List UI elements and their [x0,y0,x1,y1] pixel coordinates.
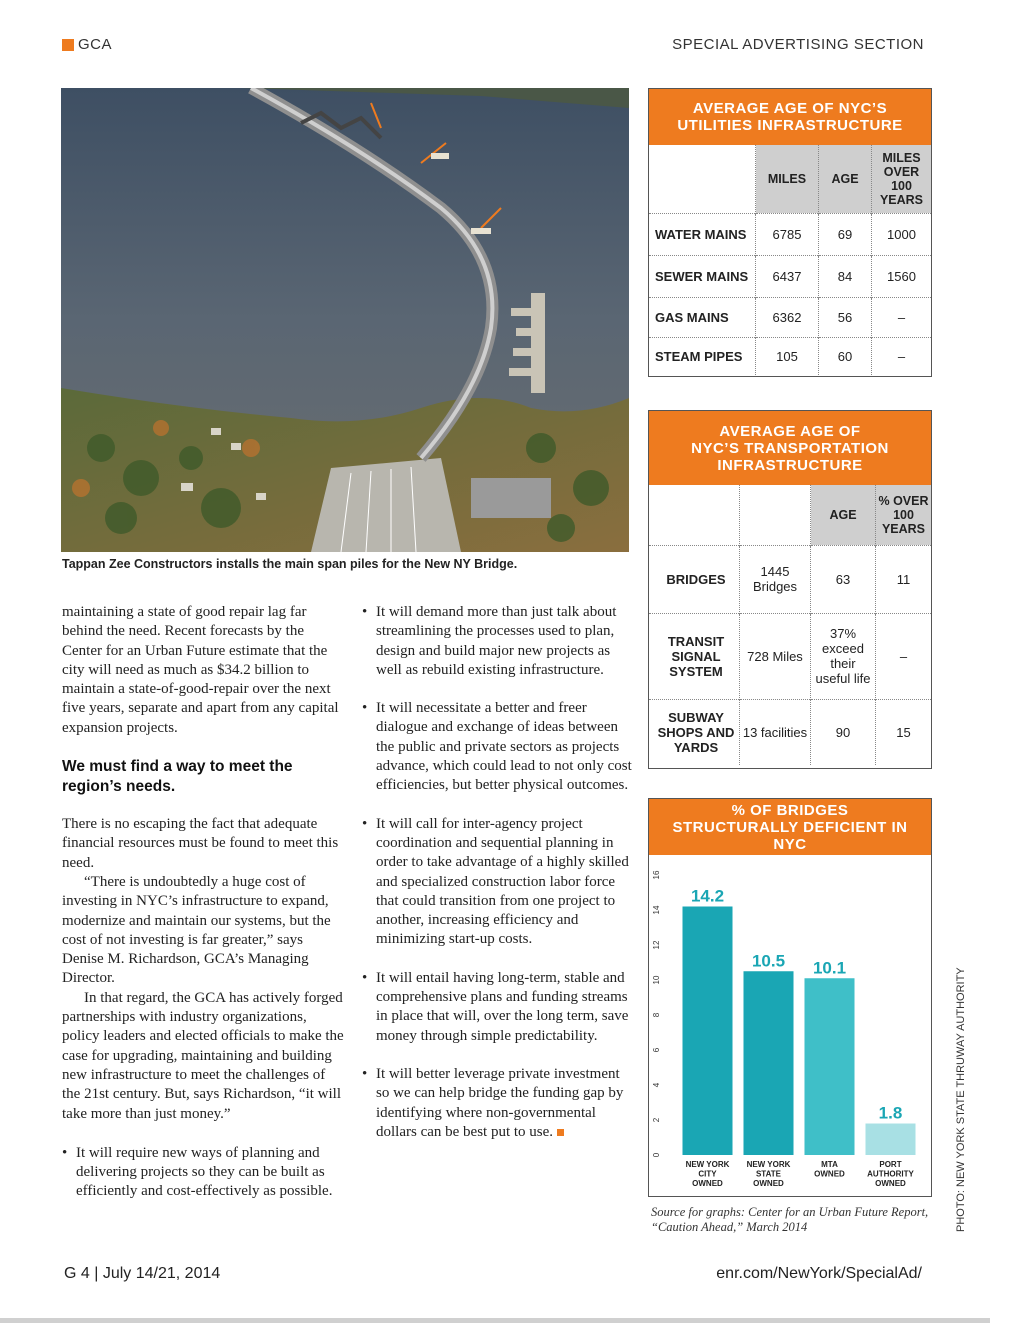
row-label: BRIDGES [666,571,726,587]
photo-credit: PHOTO: NEW YORK STATE THRUWAY AUTHORITY [955,967,967,1232]
table-row [649,337,931,375]
table-row [649,545,931,613]
subheading: We must find a way to meet the region’s needs. [62,758,293,795]
row-label: STEAM PIPES [655,348,743,364]
transportation-table-title [649,411,931,485]
photo-caption: Tappan Zee Constructors installs the main span piles for the New NY Bridge. [62,557,518,571]
table-row [649,699,931,765]
title-line: AVERAGE AGE OF [719,422,861,440]
bridge-photo [61,88,629,552]
utilities-data-table [649,145,931,375]
cell-age: 63 [811,545,876,613]
row-label: TRANSIT SIGNAL SYSTEM [667,633,725,679]
article-column-1 [62,603,347,1202]
row-label: SEWER MAINS [655,268,749,284]
title-line: AVERAGE AGE OF NYC’S [692,100,888,117]
bar [804,978,854,1155]
cell-age: 69 [819,213,872,255]
cell-over: 15 [876,699,932,765]
brand-logo [62,36,112,53]
cell-miles: 6437 [756,255,819,297]
paragraph: maintaining a state of good repair lag far behind the need. Recent forecasts by the Center for an Urban Future estimate that the city will need as much as $34.2 billion to maintain a state-of-good-repair over the next five years, separate and apart from any capital expansion projects. [62,604,339,736]
y-tick-label: 8 [652,1012,661,1018]
table-row [649,255,931,297]
y-tick-label: 0 [652,1152,661,1158]
cell-miles: 6362 [756,297,819,337]
empty-header [649,145,756,213]
chart-title: % OF BRIDGES STRUCTURALLY DEFICIENT IN NYC [649,799,931,855]
bullet-text: It will better leverage private investment so we can help bridge the funding gap by identifying where non-governmental dollars can be best put to use. [376,1065,624,1140]
column-header: MILES [756,145,819,213]
empty-header [740,485,811,545]
category-label: PORT AUTHORITY OWNED [867,1160,914,1188]
data-label: 1.8 [878,1103,903,1123]
column-header: MILES OVER 100 YEARS [872,145,932,213]
bar [865,1124,915,1156]
table-row [649,213,931,255]
cell-quantity: 1445 Bridges [740,545,811,613]
bullet-item: • It will call for inter-agency project coordination and sequential planning in order to take advantage of a highly skilled and specialized construction labor force that could transition from one project to another, increasing efficiency and minimizing start-up costs. [362,815,632,950]
column-header: AGE [811,485,876,545]
cell-over: – [876,613,932,699]
brand-name: GCA [78,36,113,53]
cell-age: 90 [811,699,876,765]
footer-url: enr.com/NewYork/SpecialAd/ [716,1265,922,1282]
table-header-row [649,145,931,213]
bullet-item [362,1065,632,1142]
title-line: NYC’S TRANSPORTATION [691,439,889,457]
page-folio: G 4 | July 14/21, 2014 [64,1265,221,1282]
source-note: Source for graphs: Center for an Urban Future Report, “Caution Ahead,” March 2014 [651,1205,929,1234]
bullet-item: • It will entail having long-term, stable and comprehensive plans and funding streams in place that will, over the long term, save money through simple predictability. [362,969,632,1046]
bottom-rule [0,1318,990,1323]
cell-over: 1000 [872,213,932,255]
cell-miles: 6785 [756,213,819,255]
bar-chart [649,855,931,1195]
category-label: MTA OWNED [814,1160,845,1179]
row-label: WATER MAINS [655,226,747,242]
section-label: SPECIAL ADVERTISING SECTION [672,36,924,53]
paragraph: There is no escaping the fact that adequate financial resources must be found to meet this need. [62,816,339,871]
cell-age: 56 [819,297,872,337]
y-tick-label: 10 [652,975,661,985]
column-header: AGE [819,145,872,213]
empty-header [649,485,740,545]
cell-over: 11 [876,545,932,613]
bullet-item: • It will require new ways of planning and delivering projects so they can be built as efficiently and cost-effectively as possible. [62,1144,347,1202]
data-label: 14.2 [690,886,725,906]
article-column-2 [362,603,632,1142]
paragraph: In that regard, the GCA has actively forged partnerships with industry organizations, policy leaders and elected officials to make the case for upgrading, maintaining and building new infrastructure to meet the challenges of the 21st century. But, says Richardson, “it will take more than just money.” [62,989,344,1122]
cell-quantity: 13 facilities [740,699,811,765]
data-label: 10.5 [751,951,786,971]
end-mark-icon [557,1129,564,1136]
y-tick-label: 12 [652,940,661,950]
bar [743,971,793,1155]
data-label: 10.1 [812,958,847,978]
y-tick-label: 16 [652,870,661,880]
bar [682,907,732,1156]
column-header: % OVER 100 YEARS [876,485,932,545]
cell-age: 84 [819,255,872,297]
table-row [649,613,931,699]
y-tick-label: 6 [652,1047,661,1053]
title-line: UTILITIES INFRASTRUCTURE [677,117,903,134]
utilities-table [648,88,932,377]
cell-over: 1560 [872,255,932,297]
bullet-item: • It will demand more than just talk about streamlining the processes used to plan, design and build major new projects as well as rebuild existing infrastructure. [362,603,632,680]
cell-over: – [872,297,932,337]
y-tick-label: 14 [652,905,661,915]
category-label: NEW YORK CITY OWNED [685,1160,730,1188]
row-label: SUBWAY SHOPS AND YARDS [657,709,735,755]
utilities-table-title [649,89,931,145]
cell-quantity: 728 Miles [740,613,811,699]
cell-miles: 105 [756,337,819,375]
bridges-chart-panel [648,798,932,1197]
title-line: INFRASTRUCTURE [717,456,863,474]
brand-square-icon [62,39,74,51]
y-tick-label: 2 [652,1117,661,1123]
paragraph: “There is undoubtedly a huge cost of investing in NYC’s infrastructure to expand, modernize and maintain our systems, but the cost of not investing is far greater,” says Denise M. Richardson, GCA’s Managing Director. [62,873,331,987]
y-tick-label: 4 [652,1082,661,1088]
cell-age: 60 [819,337,872,375]
cell-over: – [872,337,932,375]
category-label: NEW YORK STATE OWNED [746,1160,791,1188]
table-header-row [649,485,931,545]
cell-age: 37% exceed their useful life [811,613,876,699]
row-label: GAS MAINS [655,309,729,325]
bullet-item: • It will necessitate a better and freer dialogue and exchange of ideas between the public and private sectors as projects advance, which could lead to not only cost efficiencies, but better physical outcomes. [362,699,632,795]
transportation-data-table [649,485,931,765]
transportation-table [648,410,932,769]
table-row [649,297,931,337]
